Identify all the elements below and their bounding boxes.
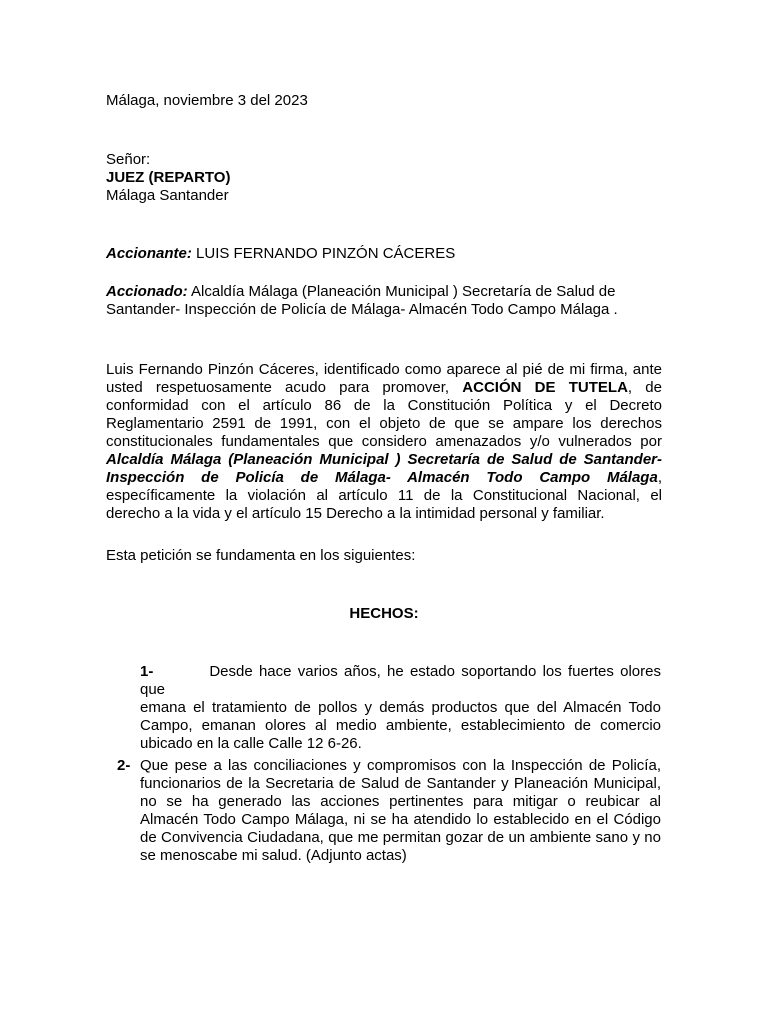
salutation: Señor: bbox=[106, 151, 151, 168]
accionado-label: Accionado: bbox=[106, 283, 188, 300]
accionado-value-line2: Santander- Inspección de Policía de Málaga- Almacén Todo Campo Málaga . bbox=[106, 301, 618, 318]
intro-line-2-pre: usted respetuosamente acudo para promover, bbox=[106, 379, 463, 396]
hecho-1-line-1 bbox=[140, 663, 661, 699]
accionado-value-line1: Alcaldía Málaga (Planeación Municipal ) Secretaría de Salud de bbox=[187, 283, 616, 300]
recipient-block bbox=[106, 151, 662, 205]
accionante-label: Accionante: bbox=[106, 245, 192, 262]
intro-line-7-entities: Inspección de Policía de Málaga- Almacén Todo Campo Málaga bbox=[106, 469, 658, 486]
hecho-2-line-4: Almacén Todo Campo Málaga, ni se ha atendido lo establecido en el Código bbox=[140, 811, 661, 828]
intro-line-5: constitucionales fundamentales que considero amenazados y/o vulnerados por bbox=[106, 433, 662, 450]
date-line bbox=[106, 92, 662, 110]
hecho-2-line-6: se menoscabe mi salud. (Adjunto actas) bbox=[140, 847, 407, 864]
date-text: Málaga, noviembre 3 del 2023 bbox=[106, 92, 308, 109]
intro-line-7 bbox=[106, 469, 662, 487]
intro-line-6: Alcaldía Málaga (Planeación Municipal ) Secretaría de Salud de Santander- bbox=[106, 451, 662, 468]
hecho-1-number: 1- bbox=[140, 663, 154, 680]
recipient-title: JUEZ (REPARTO) bbox=[106, 169, 231, 186]
petition-text: Esta petición se fundamenta en los siguientes: bbox=[106, 547, 416, 564]
petition-line bbox=[106, 547, 662, 565]
accionante-line bbox=[106, 245, 662, 263]
recipient-location: Málaga Santander bbox=[106, 187, 229, 204]
hecho-2-line-1: Que pese a las conciliaciones y compromisos con la Inspección de Policía, bbox=[140, 757, 661, 774]
accionado-block bbox=[106, 283, 662, 319]
hecho-1-line-1-text: Desde hace varios años, he estado soportando los fuertes olores que bbox=[140, 663, 661, 698]
hecho-1-line-3: Campo, emanan olores al medio ambiente, establecimiento de comercio bbox=[140, 717, 661, 734]
hecho-2-number: 2- bbox=[117, 757, 131, 774]
accion-de-tutela: ACCIÓN DE TUTELA bbox=[462, 379, 628, 396]
hecho-item-1 bbox=[140, 663, 661, 753]
intro-line-2 bbox=[106, 379, 662, 397]
intro-line-8: específicamente la violación al artículo 11 de la Constitucional Nacional, el bbox=[106, 487, 662, 504]
intro-line-2-post: , de bbox=[627, 379, 662, 396]
intro-paragraph bbox=[106, 361, 662, 523]
hecho-2-line-2: funcionarios de la Secretaria de Salud de Santander y Planeación Municipal, bbox=[140, 775, 661, 792]
intro-line-7-post: , bbox=[657, 469, 662, 486]
intro-line-9: derecho a la vida y el artículo 15 Derecho a la intimidad personal y familiar. bbox=[106, 505, 605, 522]
accionante-value: LUIS FERNANDO PINZÓN CÁCERES bbox=[191, 245, 456, 262]
hecho-2-line-3: no se ha generado las acciones pertinentes para mitigar o reubicar al bbox=[140, 793, 661, 810]
hechos-heading: HECHOS: bbox=[349, 605, 419, 622]
intro-line-4: Reglamentario 2591 de 1991, con el objeto de que se ampare los derechos bbox=[106, 415, 662, 432]
hecho-1-line-2: emana el tratamiento de pollos y demás productos que del Almacén Todo bbox=[140, 699, 661, 716]
hecho-item-2 bbox=[140, 757, 661, 865]
intro-line-1: Luis Fernando Pinzón Cáceres, identificado como aparece al pié de mi firma, ante bbox=[106, 361, 662, 378]
hecho-2-line-5: de Convivencia Ciudadana, que me permitan gozar de un ambiente sano y no bbox=[140, 829, 661, 846]
intro-line-3: conformidad con el artículo 86 de la Constitución Política y el Decreto bbox=[106, 397, 662, 414]
hecho-1-line-4: ubicado en la calle Calle 12 6-26. bbox=[140, 735, 362, 752]
